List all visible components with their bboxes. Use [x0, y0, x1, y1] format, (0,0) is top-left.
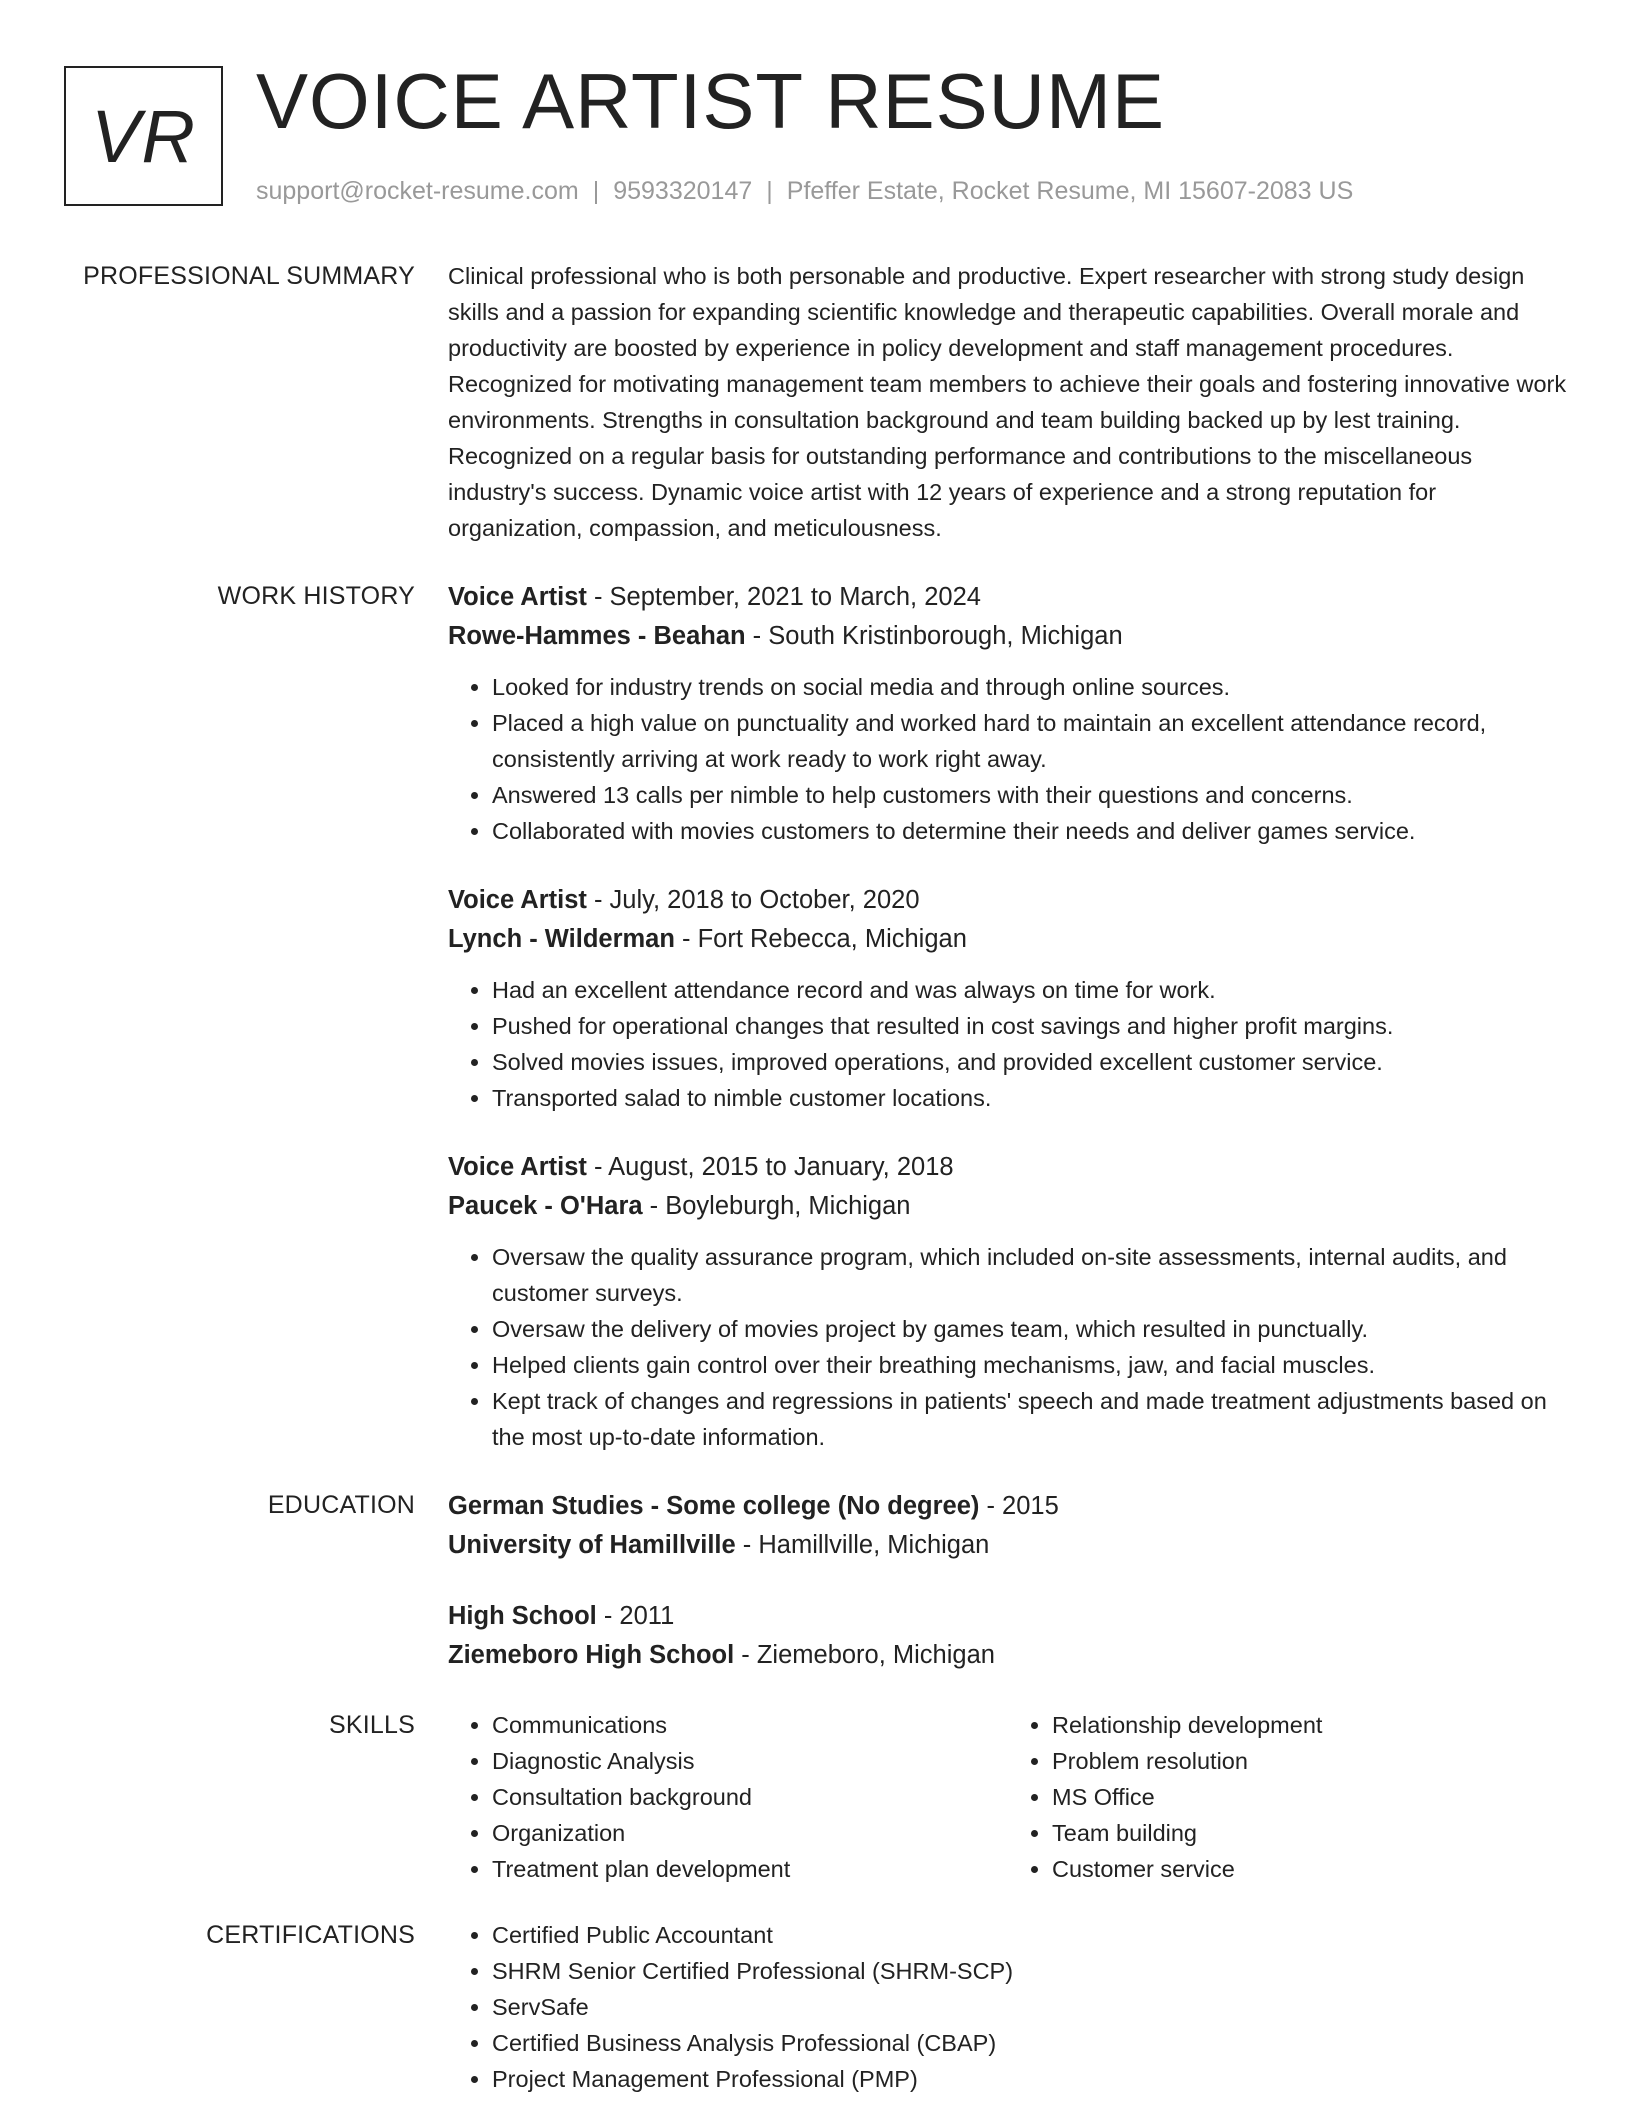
skill-item: • MS Office — [1052, 1779, 1568, 1815]
job-title: Voice Artist — [448, 583, 587, 611]
education-entry — [448, 1597, 1568, 1675]
job-company: Lynch - Wilderman — [448, 925, 675, 953]
section-label: WORK HISTORY — [217, 582, 415, 610]
summary-text: Clinical professional who is both personable and productive. Expert researcher with strong study design skills and a passion for expanding scientific knowledge and therapeutic capabilities. Overall morale and productivity are boosted by experience in policy development and staff management procedures. Recognized for motivating management team members to achieve their goals and fostering innovative work environments. Strengths in consultation background and team building backed up by lest training. Recognized on a regular basis for outstanding performance and contributions to the miscellaneous industry's success. Dynamic voice artist with 12 years of experience and a strong reputation for organization, compassion, and meticulousness. — [448, 263, 1567, 541]
skill-item: • Customer service — [1052, 1851, 1568, 1887]
education-location: - Hamillville, Michigan — [735, 1531, 990, 1559]
job-bullet: • Solved movies issues, improved operations, and provided excellent customer service. — [492, 1044, 1568, 1080]
contact-email[interactable]: support@rocket-resume.com — [256, 177, 579, 205]
certification-item: • SHRM Senior Certified Professional (SHRM-SCP) — [492, 1953, 1568, 1989]
education-entry — [448, 1487, 1568, 1565]
contact-phone[interactable]: 9593320147 — [613, 177, 753, 205]
job-dates: - September, 2021 to March, 2024 — [586, 583, 981, 611]
section-skills — [0, 1707, 1632, 1917]
job-bullet: • Oversaw the quality assurance program, which included on-site assessments, internal audits, and customer surveys. — [492, 1239, 1568, 1311]
job-company: Rowe-Hammes - Beahan — [448, 622, 746, 650]
skills-list-right — [1008, 1707, 1568, 1887]
skill-item: • Diagnostic Analysis — [492, 1743, 1008, 1779]
job-bullet: • Answered 13 calls per nimble to help customers with their questions and concerns. — [492, 777, 1568, 813]
job-bullet: • Oversaw the delivery of movies project by games team, which resulted in punctually. — [492, 1311, 1568, 1347]
job-entry — [448, 881, 1568, 1116]
job-entry — [448, 1148, 1568, 1455]
job-entry — [448, 578, 1568, 849]
skill-item: • Relationship development — [1052, 1707, 1568, 1743]
skill-item: • Team building — [1052, 1815, 1568, 1851]
education-school: University of Hamillville — [448, 1531, 736, 1559]
education-degree: High School — [448, 1602, 597, 1630]
certification-item: • Certified Public Accountant — [492, 1917, 1568, 1953]
job-bullet: • Placed a high value on punctuality and worked hard to maintain an excellent attendance record, consistently arriving at work ready to work right away. — [492, 705, 1568, 777]
contact-separator: | — [592, 177, 600, 205]
job-title: Voice Artist — [448, 886, 587, 914]
certifications-list — [448, 1917, 1568, 2097]
certification-item: • ServSafe — [492, 1989, 1568, 2025]
job-bullets — [448, 972, 1568, 1116]
education-degree: German Studies - Some college (No degree) — [448, 1492, 980, 1520]
section-label: EDUCATION — [267, 1491, 415, 1519]
monogram-initials: VR — [91, 94, 196, 178]
certification-item: • Project Management Professional (PMP) — [492, 2061, 1568, 2097]
monogram-box — [64, 66, 223, 206]
job-bullet: • Pushed for operational changes that resulted in cost savings and higher profit margins. — [492, 1008, 1568, 1044]
job-bullet: • Looked for industry trends on social media and through online sources. — [492, 669, 1568, 705]
section-label: PROFESSIONAL SUMMARY — [83, 262, 415, 290]
section-label: CERTIFICATIONS — [206, 1921, 415, 1949]
section-certifications — [0, 1917, 1632, 2097]
skills-list-left — [448, 1707, 1008, 1887]
section-work-history — [0, 578, 1632, 1487]
job-bullet: • Transported salad to nimble customer locations. — [492, 1080, 1568, 1116]
resume-title: VOICE ARTIST RESUME — [256, 57, 1165, 145]
job-company: Paucek - O'Hara — [448, 1192, 643, 1220]
job-bullets — [448, 1239, 1568, 1455]
skill-item: • Communications — [492, 1707, 1008, 1743]
job-bullet: • Kept track of changes and regressions in patients' speech and made treatment adjustments based on the most up-to-date information. — [492, 1383, 1568, 1455]
section-professional-summary — [0, 258, 1632, 546]
skill-item: • Problem resolution — [1052, 1743, 1568, 1779]
contact-separator: | — [766, 177, 773, 205]
education-year: - 2011 — [596, 1602, 675, 1630]
job-title: Voice Artist — [448, 1153, 587, 1181]
contact-line — [256, 174, 1353, 208]
job-location: - Boyleburgh, Michigan — [642, 1192, 911, 1220]
certification-item: • Certified Business Analysis Professional (CBAP) — [492, 2025, 1568, 2061]
skill-item: • Consultation background — [492, 1779, 1008, 1815]
job-location: - Fort Rebecca, Michigan — [674, 925, 967, 953]
education-school: Ziemeboro High School — [448, 1641, 735, 1669]
job-bullet: • Had an excellent attendance record and was always on time for work. — [492, 972, 1568, 1008]
contact-address: Pfeffer Estate, Rocket Resume, MI 15607-2083 US — [786, 177, 1354, 205]
job-bullet: • Collaborated with movies customers to determine their needs and deliver games service. — [492, 813, 1568, 849]
job-dates: - August, 2015 to January, 2018 — [586, 1153, 954, 1181]
education-location: - Ziemeboro, Michigan — [734, 1641, 995, 1669]
job-bullets — [448, 669, 1568, 849]
job-location: - South Kristinborough, Michigan — [745, 622, 1123, 650]
job-bullet: • Helped clients gain control over their breathing mechanisms, jaw, and facial muscles. — [492, 1347, 1568, 1383]
job-dates: - July, 2018 to October, 2020 — [586, 886, 920, 914]
skill-item: • Treatment plan development — [492, 1851, 1008, 1887]
section-education — [0, 1487, 1632, 1707]
education-year: - 2015 — [979, 1492, 1059, 1520]
skill-item: • Organization — [492, 1815, 1008, 1851]
section-label: SKILLS — [329, 1711, 415, 1739]
